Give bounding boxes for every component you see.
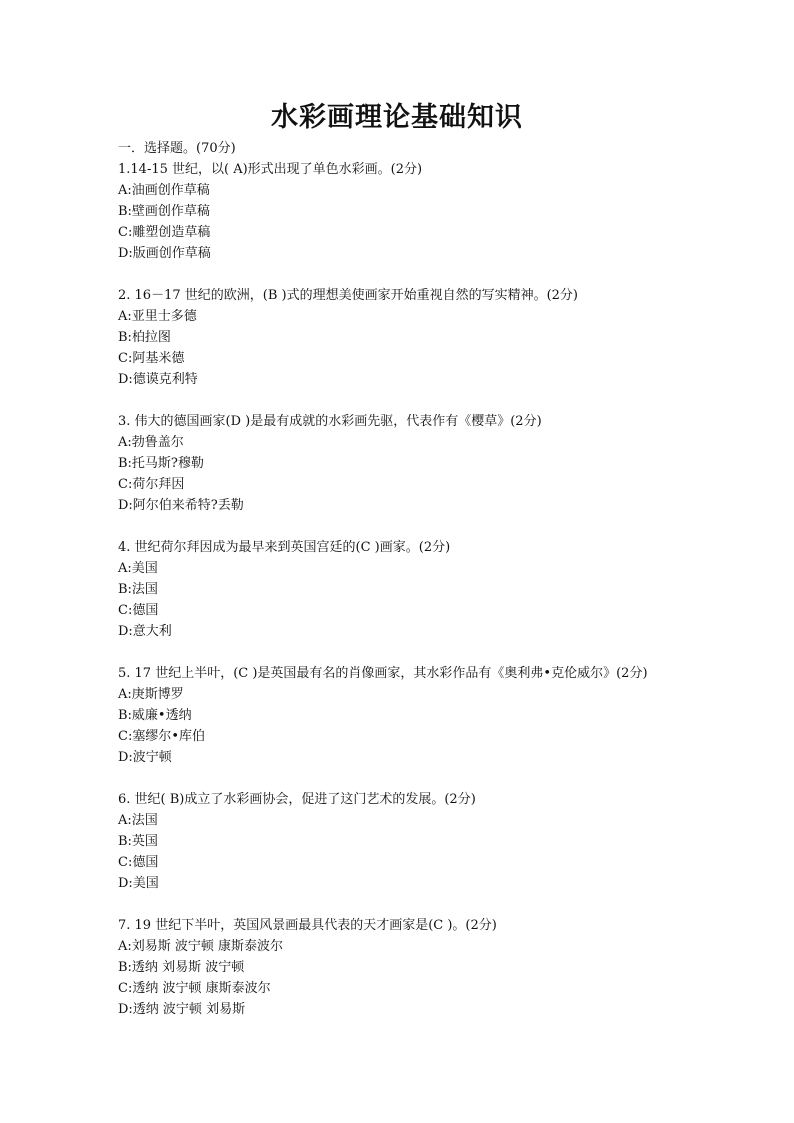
- question-5: [118, 663, 718, 768]
- question-4: [118, 537, 718, 642]
- question-2: [118, 285, 718, 390]
- option-d: D:版画创作草稿: [118, 246, 211, 261]
- question-stem: 3. 伟大的德国画家(D )是最有成就的水彩画先驱，代表作有《樱草》(2分): [118, 414, 542, 429]
- option-b: B:威廉•透纳: [118, 708, 192, 723]
- option-a: A:刘易斯 波宁顿 康斯泰波尔: [118, 939, 284, 954]
- question-stem: 1.14-15 世纪，以( A)形式出现了单色水彩画。(2分): [118, 162, 423, 177]
- option-a: A:庚斯博罗: [118, 687, 184, 702]
- option-c: C:德国: [118, 855, 159, 870]
- option-d: D:意大利: [118, 624, 172, 639]
- question-stem: 2. 16－17 世纪的欧洲，(B )式的理想美使画家开始重视自然的写实精神。(2分): [118, 288, 578, 303]
- option-a: A:勃鲁盖尔: [118, 435, 184, 450]
- option-d: D:阿尔伯来希特?丢勒: [118, 498, 244, 513]
- option-b: B:透纳 刘易斯 波宁顿: [118, 960, 245, 975]
- question-stem: 7. 19 世纪下半叶，英国风景画最具代表的天才画家是(C )。(2分): [118, 918, 497, 933]
- question-1: [118, 159, 718, 264]
- option-c: C:雕塑创造草稿: [118, 225, 211, 240]
- option-b: B:法国: [118, 582, 158, 597]
- option-d: D:波宁顿: [118, 750, 172, 765]
- question-3: [118, 411, 718, 516]
- question-7: [118, 915, 718, 1020]
- option-d: D:德谟克利特: [118, 372, 198, 387]
- option-c: C:阿基米德: [118, 351, 185, 366]
- option-b: B:托马斯?穆勒: [118, 456, 204, 471]
- question-6: [118, 789, 718, 894]
- option-a: A:美国: [118, 561, 158, 576]
- option-b: B:英国: [118, 834, 158, 849]
- option-a: A:油画创作草稿: [118, 183, 210, 198]
- option-c: C:德国: [118, 603, 159, 618]
- option-a: A:亚里士多德: [118, 309, 197, 324]
- option-d: D:透纳 波宁顿 刘易斯: [118, 1002, 246, 1017]
- option-b: B:柏拉图: [118, 330, 171, 345]
- question-stem: 4. 世纪荷尔拜因成为最早来到英国宫廷的(C )画家。(2分): [118, 540, 451, 555]
- document-title: 水彩画理论基础知识: [271, 102, 523, 133]
- section-heading: 一．选择题。(70分): [118, 141, 236, 156]
- option-c: C:塞缪尔•库伯: [118, 729, 205, 744]
- question-stem: 6. 世纪( B)成立了水彩画协会，促进了这门艺术的发展。(2分): [118, 792, 476, 807]
- option-c: C:透纳 波宁顿 康斯泰波尔: [118, 981, 271, 996]
- document-content: [118, 138, 718, 1041]
- option-a: A:法国: [118, 813, 158, 828]
- option-c: C:荷尔拜因: [118, 477, 185, 492]
- option-b: B:壁画创作草稿: [118, 204, 210, 219]
- question-stem: 5. 17 世纪上半叶，(C )是英国最有名的肖像画家，其水彩作品有《奥利弗•克伦威尔》(2分): [118, 666, 648, 681]
- option-d: D:美国: [118, 876, 159, 891]
